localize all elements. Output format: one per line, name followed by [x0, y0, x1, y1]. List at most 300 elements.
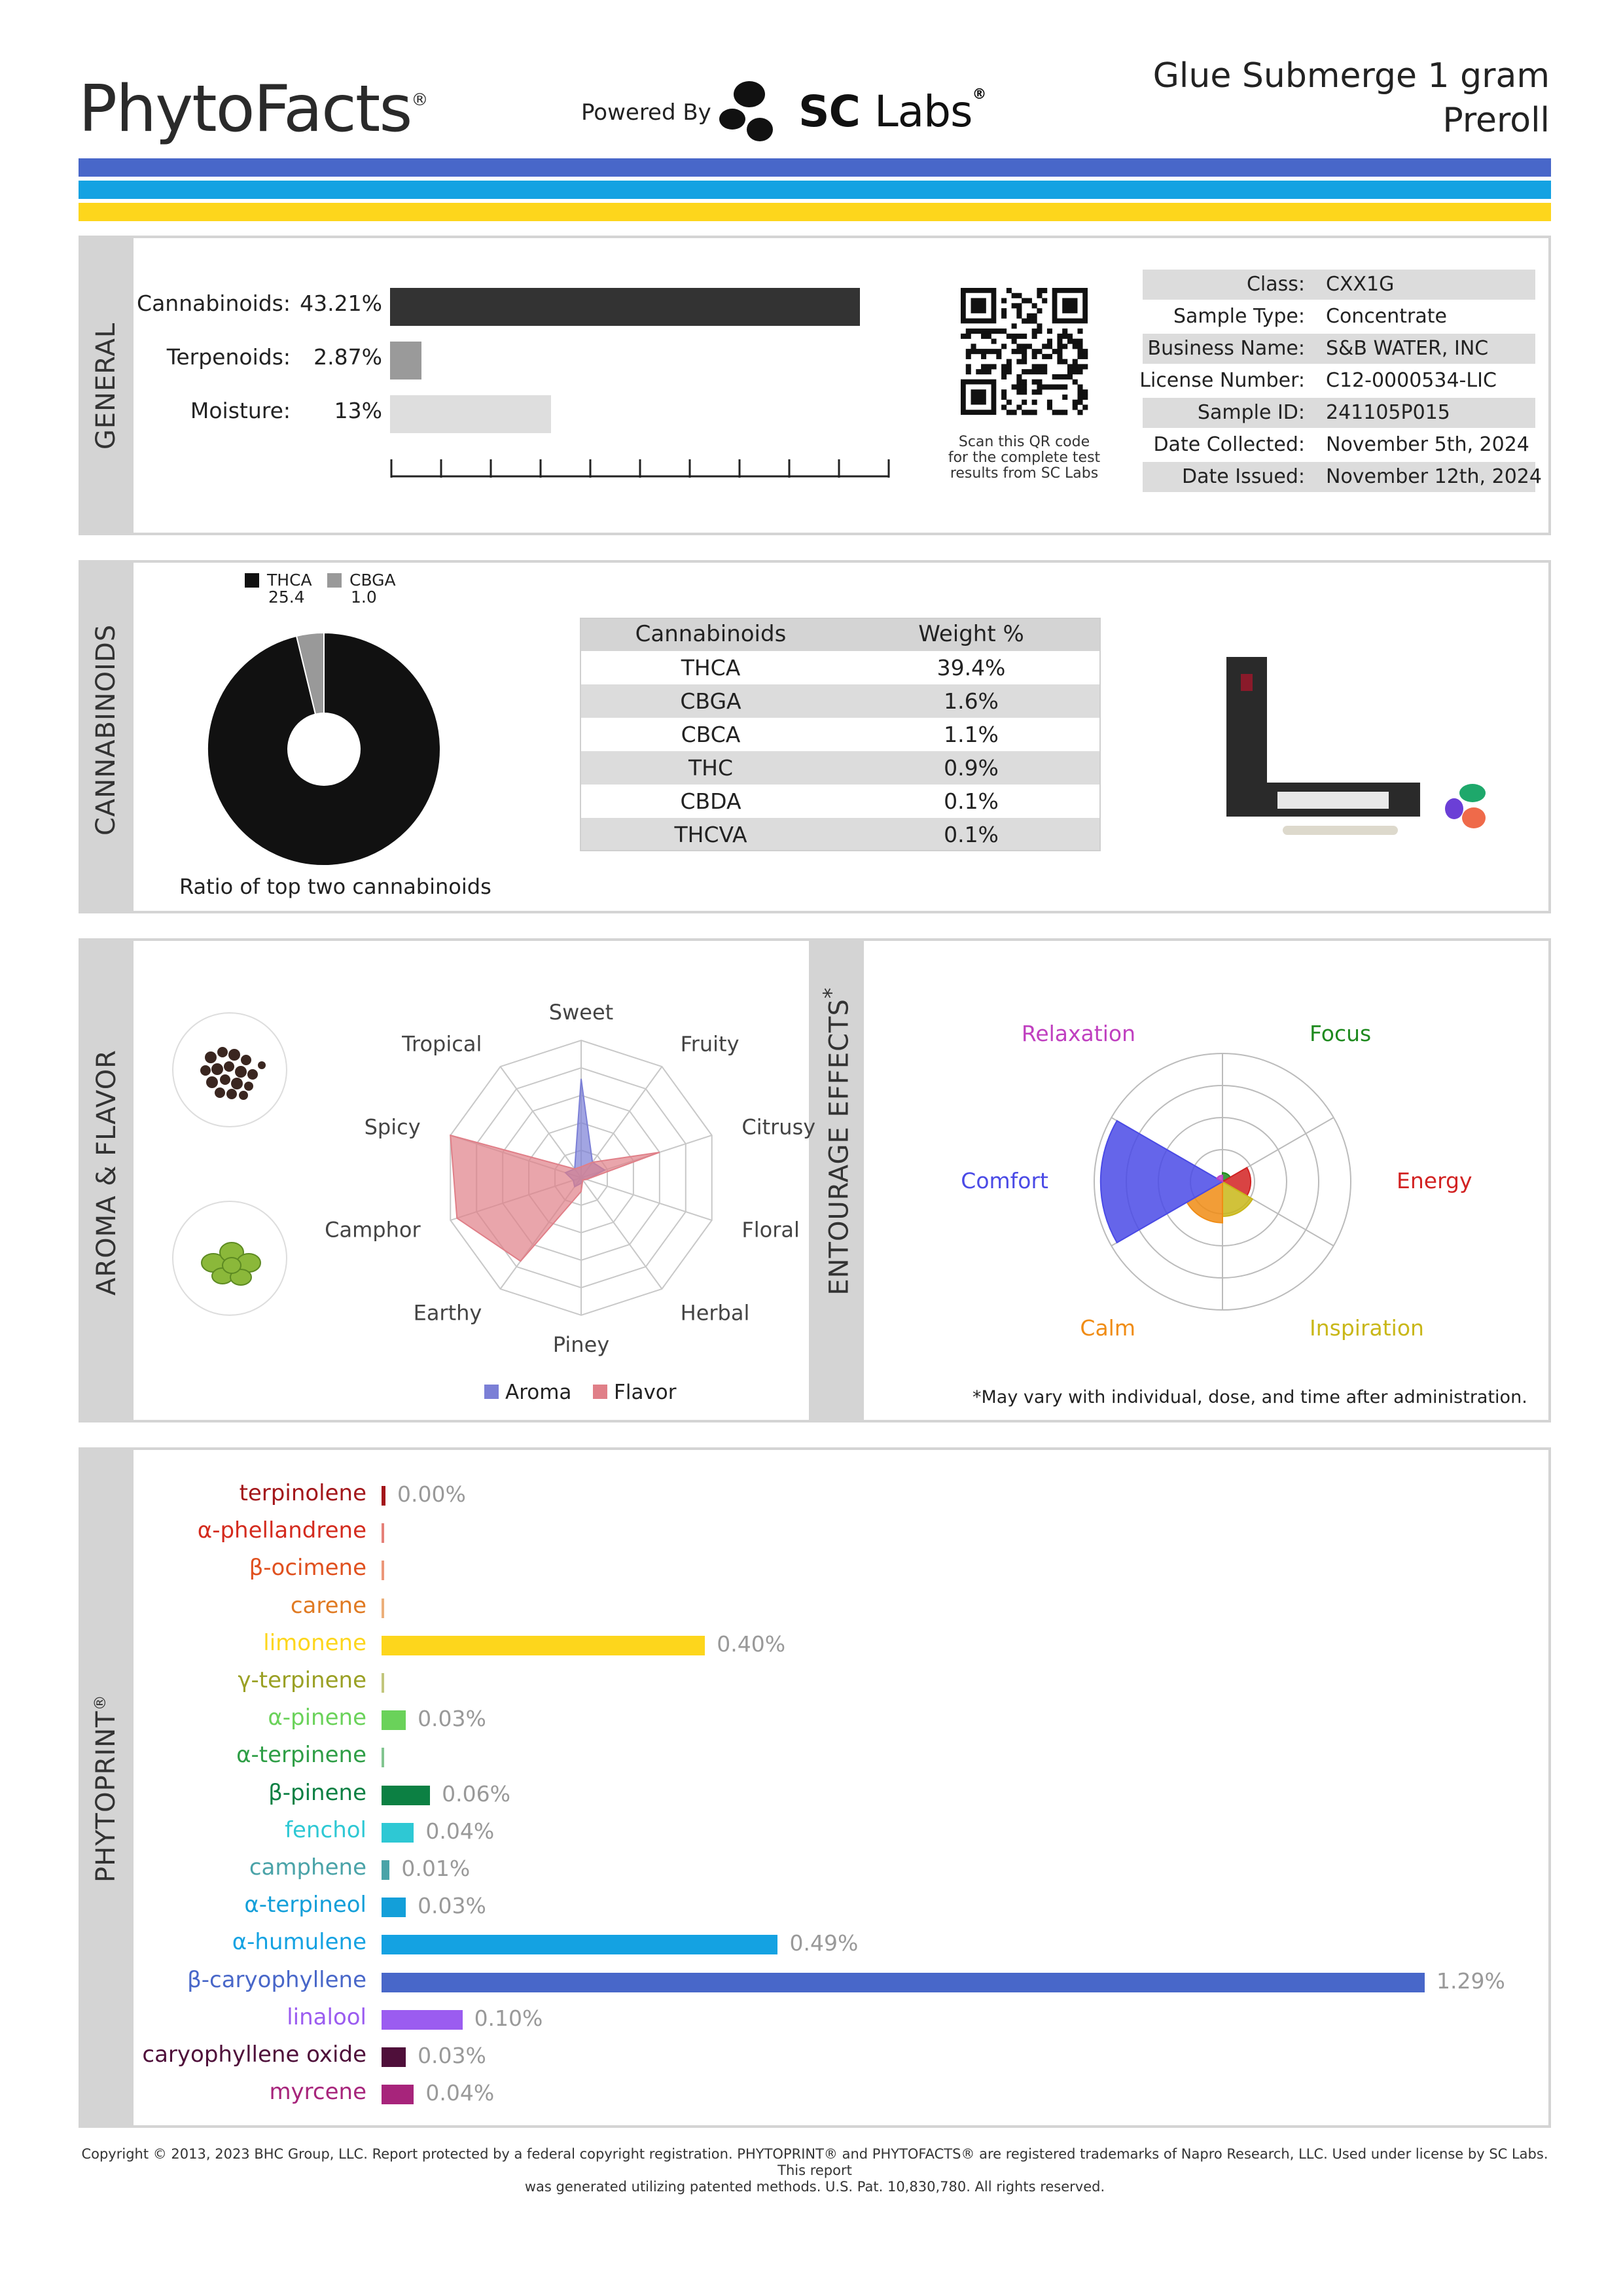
qr-module — [1062, 374, 1067, 380]
aroma-flavor-radar-chart — [314, 988, 816, 1361]
legend-label-cbga: CBGA — [349, 571, 396, 590]
qr-module — [1042, 354, 1047, 359]
qr-module — [1077, 395, 1082, 400]
info-value: S&B WATER, INC — [1326, 337, 1489, 360]
terpene-value: 0.49% — [789, 1930, 859, 1956]
qr-module — [1022, 410, 1027, 415]
effect-label: Comfort — [961, 1168, 1048, 1193]
cannabinoid-weight: 1.6% — [944, 688, 999, 714]
qr-module — [996, 354, 1001, 359]
qr-module — [1001, 298, 1007, 304]
stripe-blue — [79, 158, 1551, 177]
qr-module — [1022, 384, 1027, 389]
qr-module — [1027, 298, 1032, 304]
qr-module — [1047, 400, 1052, 405]
qr-module — [1001, 389, 1007, 395]
qr-module — [1032, 313, 1037, 319]
terpene-name: α-phellandrene — [197, 1517, 366, 1544]
qr-module — [1032, 389, 1037, 395]
qr-module — [1007, 334, 1012, 339]
radar-axis-label: Floral — [741, 1217, 800, 1243]
qr-module — [1012, 323, 1017, 328]
effect-label: Focus — [1310, 1020, 1372, 1046]
qr-module — [1032, 369, 1037, 374]
qr-module — [1032, 328, 1037, 334]
qr-module — [1032, 410, 1037, 415]
qr-module — [981, 349, 986, 354]
lab-trademark: ® — [972, 86, 986, 103]
general-axis — [390, 453, 890, 482]
qr-module — [1012, 303, 1017, 308]
qr-module — [1022, 319, 1027, 324]
qr-module — [1067, 339, 1073, 344]
stripe-yellow — [79, 203, 1551, 221]
metric-name: Moisture: — [190, 398, 291, 423]
qr-module — [971, 344, 976, 349]
info-row — [1143, 430, 1535, 460]
qr-module — [1082, 354, 1088, 359]
qr-module — [1062, 334, 1067, 339]
qr-module — [981, 364, 986, 369]
qr-module — [1016, 303, 1022, 308]
qr-module — [1022, 354, 1027, 359]
qr-module — [1077, 364, 1082, 369]
qr-module — [1037, 380, 1042, 385]
qr-module — [1057, 349, 1062, 354]
aroma-flavor-label: AROMA & FLAVOR — [92, 1049, 122, 1296]
info-row — [1143, 334, 1535, 364]
cannabinoid-row — [580, 718, 1101, 751]
info-row — [1143, 462, 1542, 492]
qr-module — [966, 328, 971, 334]
qr-module — [1022, 359, 1027, 364]
legend-swatch-thca — [245, 573, 259, 588]
entourage-note: *May vary with individual, dose, and time after administration. — [972, 1387, 1527, 1407]
terpene-name: β-caryophyllene — [187, 1966, 366, 1993]
qr-module — [1037, 308, 1042, 313]
cannabinoid-weight: 1.1% — [944, 722, 999, 747]
qr-module — [1052, 384, 1058, 389]
qr-module — [1062, 344, 1067, 349]
qr-module — [1022, 380, 1027, 385]
qr-module — [1016, 404, 1022, 410]
legend-swatch-flavor — [593, 1385, 607, 1399]
metric-name: Terpenoids: — [166, 344, 291, 370]
cannabinoid-name: THCVA — [674, 822, 747, 847]
cannabinoid-ratio-donut — [203, 628, 445, 870]
radar-spoke — [581, 1178, 712, 1220]
radar-axis-label: Camphor — [325, 1217, 421, 1243]
qr-module — [966, 334, 971, 339]
qr-module — [966, 349, 971, 354]
product-box-label — [1277, 792, 1389, 809]
qr-module — [1007, 369, 1012, 374]
qr-module — [971, 349, 976, 354]
qr-module — [1052, 349, 1058, 354]
lab-name-bold: SC — [798, 86, 860, 137]
qr-caption — [923, 434, 1126, 482]
terpene-value: 0.06% — [442, 1780, 510, 1807]
terpene-name: α-humulene — [232, 1929, 366, 1956]
qr-module — [1062, 359, 1067, 364]
info-key: Class: — [1246, 273, 1305, 296]
qr-module — [1042, 344, 1047, 349]
brand-name: PhytoFacts — [79, 72, 412, 147]
qr-module — [1022, 298, 1027, 304]
legend-label-thca: THCA — [267, 571, 312, 590]
qr-module — [1016, 380, 1022, 385]
cannabinoid-name: CBGA — [680, 688, 741, 714]
effect-label: Energy — [1397, 1168, 1472, 1193]
qr-module — [1073, 359, 1078, 364]
qr-module — [1082, 389, 1088, 395]
terpene-bar — [382, 1823, 414, 1843]
qr-module — [1016, 344, 1022, 349]
copyright-footer — [79, 2146, 1551, 2195]
qr-module — [966, 364, 971, 369]
terpene-value: 1.29% — [1436, 1968, 1505, 1994]
qr-module — [1032, 319, 1037, 324]
qr-module — [1057, 334, 1062, 339]
qr-module — [1057, 359, 1062, 364]
info-key: Date Collected: — [1153, 433, 1305, 456]
qr-module — [1012, 339, 1017, 344]
qr-module — [991, 364, 997, 369]
terpene-value: 0.40% — [717, 1631, 786, 1657]
qr-module — [1001, 374, 1007, 380]
cannabinoid-weight: 0.9% — [944, 755, 999, 781]
lab-name-light: Labs — [874, 86, 972, 137]
qr-module — [996, 349, 1001, 354]
qr-module — [1032, 400, 1037, 405]
qr-module — [1016, 359, 1022, 364]
qr-module — [1001, 308, 1007, 313]
qr-module — [1027, 344, 1032, 349]
radar-axis-label: Tropical — [402, 1031, 482, 1057]
info-key: License Number: — [1139, 369, 1305, 392]
cannabinoids-label: CANNABINOIDS — [91, 624, 121, 836]
qr-module — [1032, 303, 1037, 308]
cannabinoid-row — [580, 684, 1101, 718]
qr-module — [1027, 369, 1032, 374]
qr-module — [1052, 374, 1058, 380]
terpene-value: 0.10% — [474, 2005, 543, 2031]
qr-module — [1032, 334, 1037, 339]
qr-module — [1001, 313, 1007, 319]
qr-module — [1057, 354, 1062, 359]
qr-module — [1016, 349, 1022, 354]
product-type: Preroll — [1442, 101, 1550, 140]
terpene-bar — [382, 1673, 384, 1693]
qr-module — [1001, 369, 1007, 374]
radar-axis-label: Earthy — [413, 1300, 482, 1326]
qr-module — [1001, 328, 1007, 334]
terpene-bar — [382, 1860, 389, 1880]
qr-module — [966, 354, 971, 359]
qr-module — [1073, 369, 1078, 374]
info-value: Concentrate — [1326, 305, 1447, 328]
cannabinoid-weight: 39.4% — [936, 655, 1006, 680]
cannabinoid-row — [580, 651, 1101, 684]
info-row — [1139, 366, 1535, 396]
qr-module — [1007, 400, 1012, 405]
product-name: Glue Submerge 1 gram — [1152, 56, 1550, 96]
qr-module — [1027, 313, 1032, 319]
qr-module — [1016, 308, 1022, 313]
radar-axis-label: Fruity — [680, 1031, 740, 1057]
cannabinoid-weight: 0.1% — [944, 788, 999, 814]
qr-module — [1022, 400, 1027, 405]
info-key: Date Issued: — [1182, 465, 1305, 488]
terpene-bar — [382, 1898, 406, 1917]
product-box-emblem — [1241, 674, 1253, 691]
header-cannabinoid: Cannabinoids — [635, 621, 787, 647]
qr-module — [1082, 364, 1088, 369]
qr-module — [1032, 380, 1037, 385]
qr-module — [1073, 344, 1078, 349]
effect-label: Inspiration — [1310, 1315, 1424, 1341]
qr-module — [1062, 395, 1067, 400]
terpene-bar — [382, 1598, 384, 1618]
legend-value-cbga: 1.0 — [351, 588, 377, 607]
qr-module — [1047, 404, 1052, 410]
qr-module — [1032, 349, 1037, 354]
terpene-bar — [382, 2085, 414, 2104]
qr-module — [1022, 389, 1027, 395]
cannabinoid-table — [580, 618, 1101, 851]
qr-module — [1077, 384, 1082, 389]
qr-module — [971, 328, 976, 334]
metric-value: 13% — [334, 398, 382, 423]
stripe-cyan — [79, 181, 1551, 199]
terpene-bar — [382, 2047, 406, 2067]
qr-module — [1022, 369, 1027, 374]
entourage-label-text: ENTOURAGE EFFECTS — [824, 998, 855, 1296]
qr-module — [1042, 298, 1047, 304]
phytoprint-label — [91, 1690, 121, 1886]
qr-module — [1022, 334, 1027, 339]
qr-module — [1037, 369, 1042, 374]
radar-axis-label: Sweet — [548, 1000, 614, 1025]
qr-module — [1016, 334, 1022, 339]
qr-module — [1016, 384, 1022, 389]
qr-code-icon[interactable] — [961, 288, 1088, 415]
qr-module — [981, 369, 986, 374]
metric-name: Cannabinoids: — [137, 291, 291, 316]
qr-module — [981, 334, 986, 339]
qr-module — [1073, 339, 1078, 344]
qr-module — [1047, 344, 1052, 349]
legend-swatch-cbga — [327, 573, 342, 588]
qr-module — [1047, 384, 1052, 389]
cannabinoid-row — [580, 785, 1101, 818]
info-key: Sample ID: — [1197, 401, 1305, 424]
terpene-name: linalool — [287, 2004, 366, 2030]
entourage-effects-polar-chart — [961, 1001, 1479, 1354]
cannabinoid-table-header — [580, 618, 1101, 651]
info-row — [1143, 398, 1535, 428]
qr-module — [986, 334, 991, 339]
terpene-name: fenchol — [285, 1816, 366, 1843]
terpene-bar — [382, 1710, 406, 1730]
qr-module — [1077, 410, 1082, 415]
qr-module — [1012, 410, 1017, 415]
radar-spoke — [581, 1178, 662, 1289]
terpene-value: 0.04% — [425, 1818, 495, 1844]
qr-module — [1007, 364, 1012, 369]
info-key: Business Name: — [1147, 337, 1305, 360]
terpene-bar — [382, 1748, 384, 1767]
qr-module — [1037, 349, 1042, 354]
cannabinoid-name: THCA — [681, 655, 741, 680]
qr-module — [1027, 410, 1032, 415]
general-label: GENERAL — [91, 322, 121, 450]
metric-bar — [390, 395, 551, 433]
qr-module — [1073, 364, 1078, 369]
entourage-asterisk: * — [818, 987, 844, 999]
terpene-name: β-pinene — [268, 1779, 366, 1806]
qr-module — [1062, 410, 1067, 415]
polar-sector-comfort — [1101, 1121, 1222, 1243]
qr-caption-line: for the complete test — [948, 450, 1101, 466]
qr-module — [1057, 374, 1062, 380]
footer-line: Copyright © 2013, 2023 BHC Group, LLC. Report protected by a federal copyright registration. PHYTOPRINT® and PHYTOFACTS® are registered trademarks of Napro Research, LLC. Used under license by SC Labs. This report — [81, 2146, 1548, 2178]
qr-module — [1037, 384, 1042, 389]
terpene-bar — [382, 1486, 385, 1506]
terpene-bar — [382, 1636, 705, 1655]
qr-module — [1012, 293, 1017, 298]
qr-module — [1077, 369, 1082, 374]
qr-module — [1067, 364, 1073, 369]
qr-module — [991, 339, 997, 344]
terpene-name: terpinolene — [239, 1480, 366, 1506]
qr-module — [1077, 354, 1082, 359]
terpene-value: 0.03% — [418, 1893, 486, 1919]
terpene-name: myrcene — [269, 2079, 366, 2106]
info-key: Sample Type: — [1173, 305, 1305, 328]
qr-module — [981, 328, 986, 334]
qr-module — [1042, 369, 1047, 374]
qr-module — [1062, 328, 1067, 334]
qr-module — [1067, 369, 1073, 374]
qr-module — [1082, 349, 1088, 354]
metric-value: 2.87% — [313, 344, 382, 370]
brand-trademark: ® — [411, 90, 429, 110]
qr-module — [1007, 410, 1012, 415]
qr-module — [1027, 319, 1032, 324]
qr-caption-line: Scan this QR code — [958, 434, 1090, 450]
metric-bar — [390, 288, 860, 326]
legend-swatch-aroma — [484, 1385, 499, 1399]
qr-module — [1007, 288, 1012, 293]
entourage-label — [818, 987, 855, 1296]
qr-module — [976, 328, 981, 334]
terpene-bar — [382, 1973, 1425, 1992]
terpene-bar — [382, 1935, 777, 1954]
peppercorn-image-icon — [171, 1012, 288, 1128]
terpene-value: 0.03% — [418, 2043, 486, 2068]
qr-module — [986, 369, 991, 374]
qr-module — [1007, 359, 1012, 364]
qr-module — [1047, 328, 1052, 334]
qr-module — [1016, 374, 1022, 380]
metric-bar — [390, 342, 421, 380]
qr-module — [1001, 344, 1007, 349]
powered-by-label: Powered By — [581, 99, 711, 126]
qr-module — [1073, 404, 1078, 410]
qr-module — [1067, 334, 1073, 339]
terpene-name: γ-terpinene — [238, 1667, 366, 1693]
qr-module — [1057, 344, 1062, 349]
qr-module — [986, 328, 991, 334]
preroll-joint — [1283, 826, 1398, 835]
qr-module — [1077, 400, 1082, 405]
effect-label: Relaxation — [1021, 1020, 1135, 1046]
qr-module — [1077, 349, 1082, 354]
metric-value: 43.21% — [300, 291, 382, 316]
qr-module — [1012, 349, 1017, 354]
cannabinoid-name: CBCA — [681, 722, 741, 747]
terpene-bar — [382, 1523, 384, 1543]
qr-module — [1082, 404, 1088, 410]
radar-axis-label: Herbal — [680, 1300, 750, 1326]
terpene-name: caryophyllene oxide — [142, 2041, 366, 2068]
terpene-name: carene — [290, 1592, 366, 1619]
qr-module — [1001, 395, 1007, 400]
qr-module — [1016, 313, 1022, 319]
qr-module — [1012, 384, 1017, 389]
terpene-bar — [382, 1561, 384, 1580]
qr-module — [996, 328, 1001, 334]
radar-axis-label: Spicy — [364, 1114, 421, 1140]
qr-module — [1057, 384, 1062, 389]
terpene-value: 0.04% — [425, 2080, 495, 2106]
legend-value-thca: 25.4 — [268, 588, 305, 607]
qr-module — [1077, 328, 1082, 334]
qr-module — [1032, 364, 1037, 369]
qr-module — [986, 349, 991, 354]
qr-module — [1016, 389, 1022, 395]
qr-module — [1062, 384, 1067, 389]
qr-module — [1077, 344, 1082, 349]
sc-labs-wordmark — [798, 86, 986, 137]
header-weight: Weight % — [918, 621, 1024, 647]
product-image — [1217, 654, 1427, 851]
cannabinoid-name: THC — [688, 755, 733, 781]
cannabinoid-row — [580, 818, 1101, 851]
product-title — [1153, 54, 1550, 143]
sc-labs-logo-icon — [717, 77, 782, 147]
qr-module — [1016, 293, 1022, 298]
hops-image-icon — [171, 1200, 288, 1316]
terpene-value: 0.03% — [418, 1706, 486, 1732]
terpene-name: α-terpineol — [244, 1892, 366, 1918]
qr-module — [991, 328, 997, 334]
qr-module — [966, 369, 971, 374]
qr-module — [1073, 400, 1078, 405]
qr-module — [1037, 293, 1042, 298]
terpene-bar — [382, 1786, 430, 1805]
phytoprint-trademark: ® — [90, 1694, 109, 1711]
qr-module — [1042, 364, 1047, 369]
phytoprint-label-text: PHYTOPRINT — [91, 1710, 122, 1882]
qr-module — [961, 334, 966, 339]
qr-caption-line: results from SC Labs — [950, 465, 1099, 482]
terpene-name: β-ocimene — [249, 1555, 366, 1581]
qr-module — [1057, 339, 1062, 344]
qr-module — [981, 354, 986, 359]
footer-line: was generated utilizing patented methods. U.S. Pat. 10,830,780. All rights reserved. — [524, 2179, 1105, 2195]
